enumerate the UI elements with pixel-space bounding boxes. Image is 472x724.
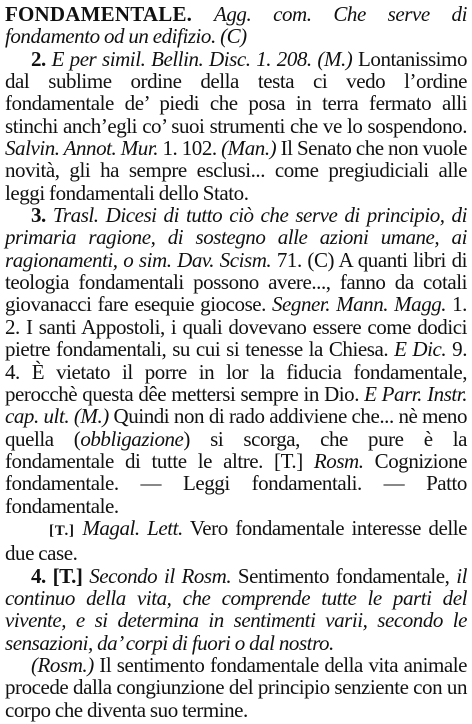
body-text: Il Senato che non vuole novità, gli ha sempre esclusi... come pregiudiciali alle leggi fondamentali dello Stato. [5,136,468,205]
citation-text: (Rosm.) [31,652,94,677]
headword: FONDAMENTALE. [5,2,193,26]
citation-text: Rosm. [313,448,364,473]
sense-marker: [T.] [49,522,75,539]
body-text: Vero fondamentale interesse delle due case. [5,515,467,566]
sense-4-quote [5,654,467,721]
sense-number: 2. [31,46,46,71]
body-text: Quindi non di rado addiviene che... nè meno quella ( [5,404,468,451]
body-text: 9. 4. È vietato il porre in lor la fiducia fondamentale, perocchè questa dêe mettersi sempre in Dio. [5,337,468,406]
sense-number: 3. [31,203,46,228]
body-text: 1. 102. [158,136,222,161]
sense-2 [5,48,467,204]
entry-head [5,3,467,48]
citation-text: Trasl. Dicesi di tutto ciò che serve di principio, di primaria ragione, di sostegno alle azioni umane, ai ragionamenti, o sim. Dav. Scism. [5,203,467,272]
sense-3-note-text [5,516,467,565]
body-text: Il sentimento fondamentale della vita animale procede dalla congiunzione del principio senziente con un corpo che diventa suo termine. [5,652,467,722]
body-text: 71. (C) A quanti libri di teologia fondamentali possono avere..., fanno da cotali giovanacci fare esequie giocose. [5,247,467,317]
citation-text: Magal. Lett. [82,515,183,540]
citation-text: obbligazione [80,426,184,451]
body-text: ) si scorga, che pure è la fondamentale di tutte le altre. [T.] [5,426,467,473]
citation-text: (Man.) [221,136,277,161]
sense-4-quote-text [5,653,467,722]
sense-3-text [5,203,467,517]
body-text: Cognizione fondamentale. — Leggi fondamentali. — Patto fondamentale. [5,448,467,518]
citation-text: E Dic. [394,337,447,362]
sense-2-text [5,47,467,205]
sense-number: 4. [T.] [31,563,83,588]
citation-text: Segner. Mann. Magg. [271,292,447,317]
body-text: Sentimento fondamentale, [231,563,457,588]
sense-4 [5,565,467,654]
citation-text: Salvin. Annot. Mur. [5,136,159,161]
citation-text: E Parr. Instr. cap. ult. (M.) [5,381,468,429]
body-text: Lontanissimo dal sublime ordine della testa ci vedo l’ordine fondamentale de’ piedi che posa in terra fermato alli stinchi anch’egli co’ suoi strumenti che ve lo sospendono. [5,46,467,138]
citation-text: Secondo il Rosm. [89,563,232,588]
citation-text: E per simil. Bellin. Disc. 1. 208. (M.) [51,46,353,71]
definition: Agg. com. Che serve di fondamento od un edifizio. (C) [5,2,467,49]
body-text: 1. 2. I santi Appostoli, i quali dovevano essere come dodici pietre fondamentali, su cui si tenesse la Chiesa. [5,292,467,362]
sense-3-note [5,517,467,565]
citation-text: il continuo della vita, che comprende tutte le parti del vivente, e si determina in sentimenti varii, secondo le sensazioni, da’ corpi di fuori o dal nostro. [5,563,467,655]
sense-3 [5,204,467,517]
